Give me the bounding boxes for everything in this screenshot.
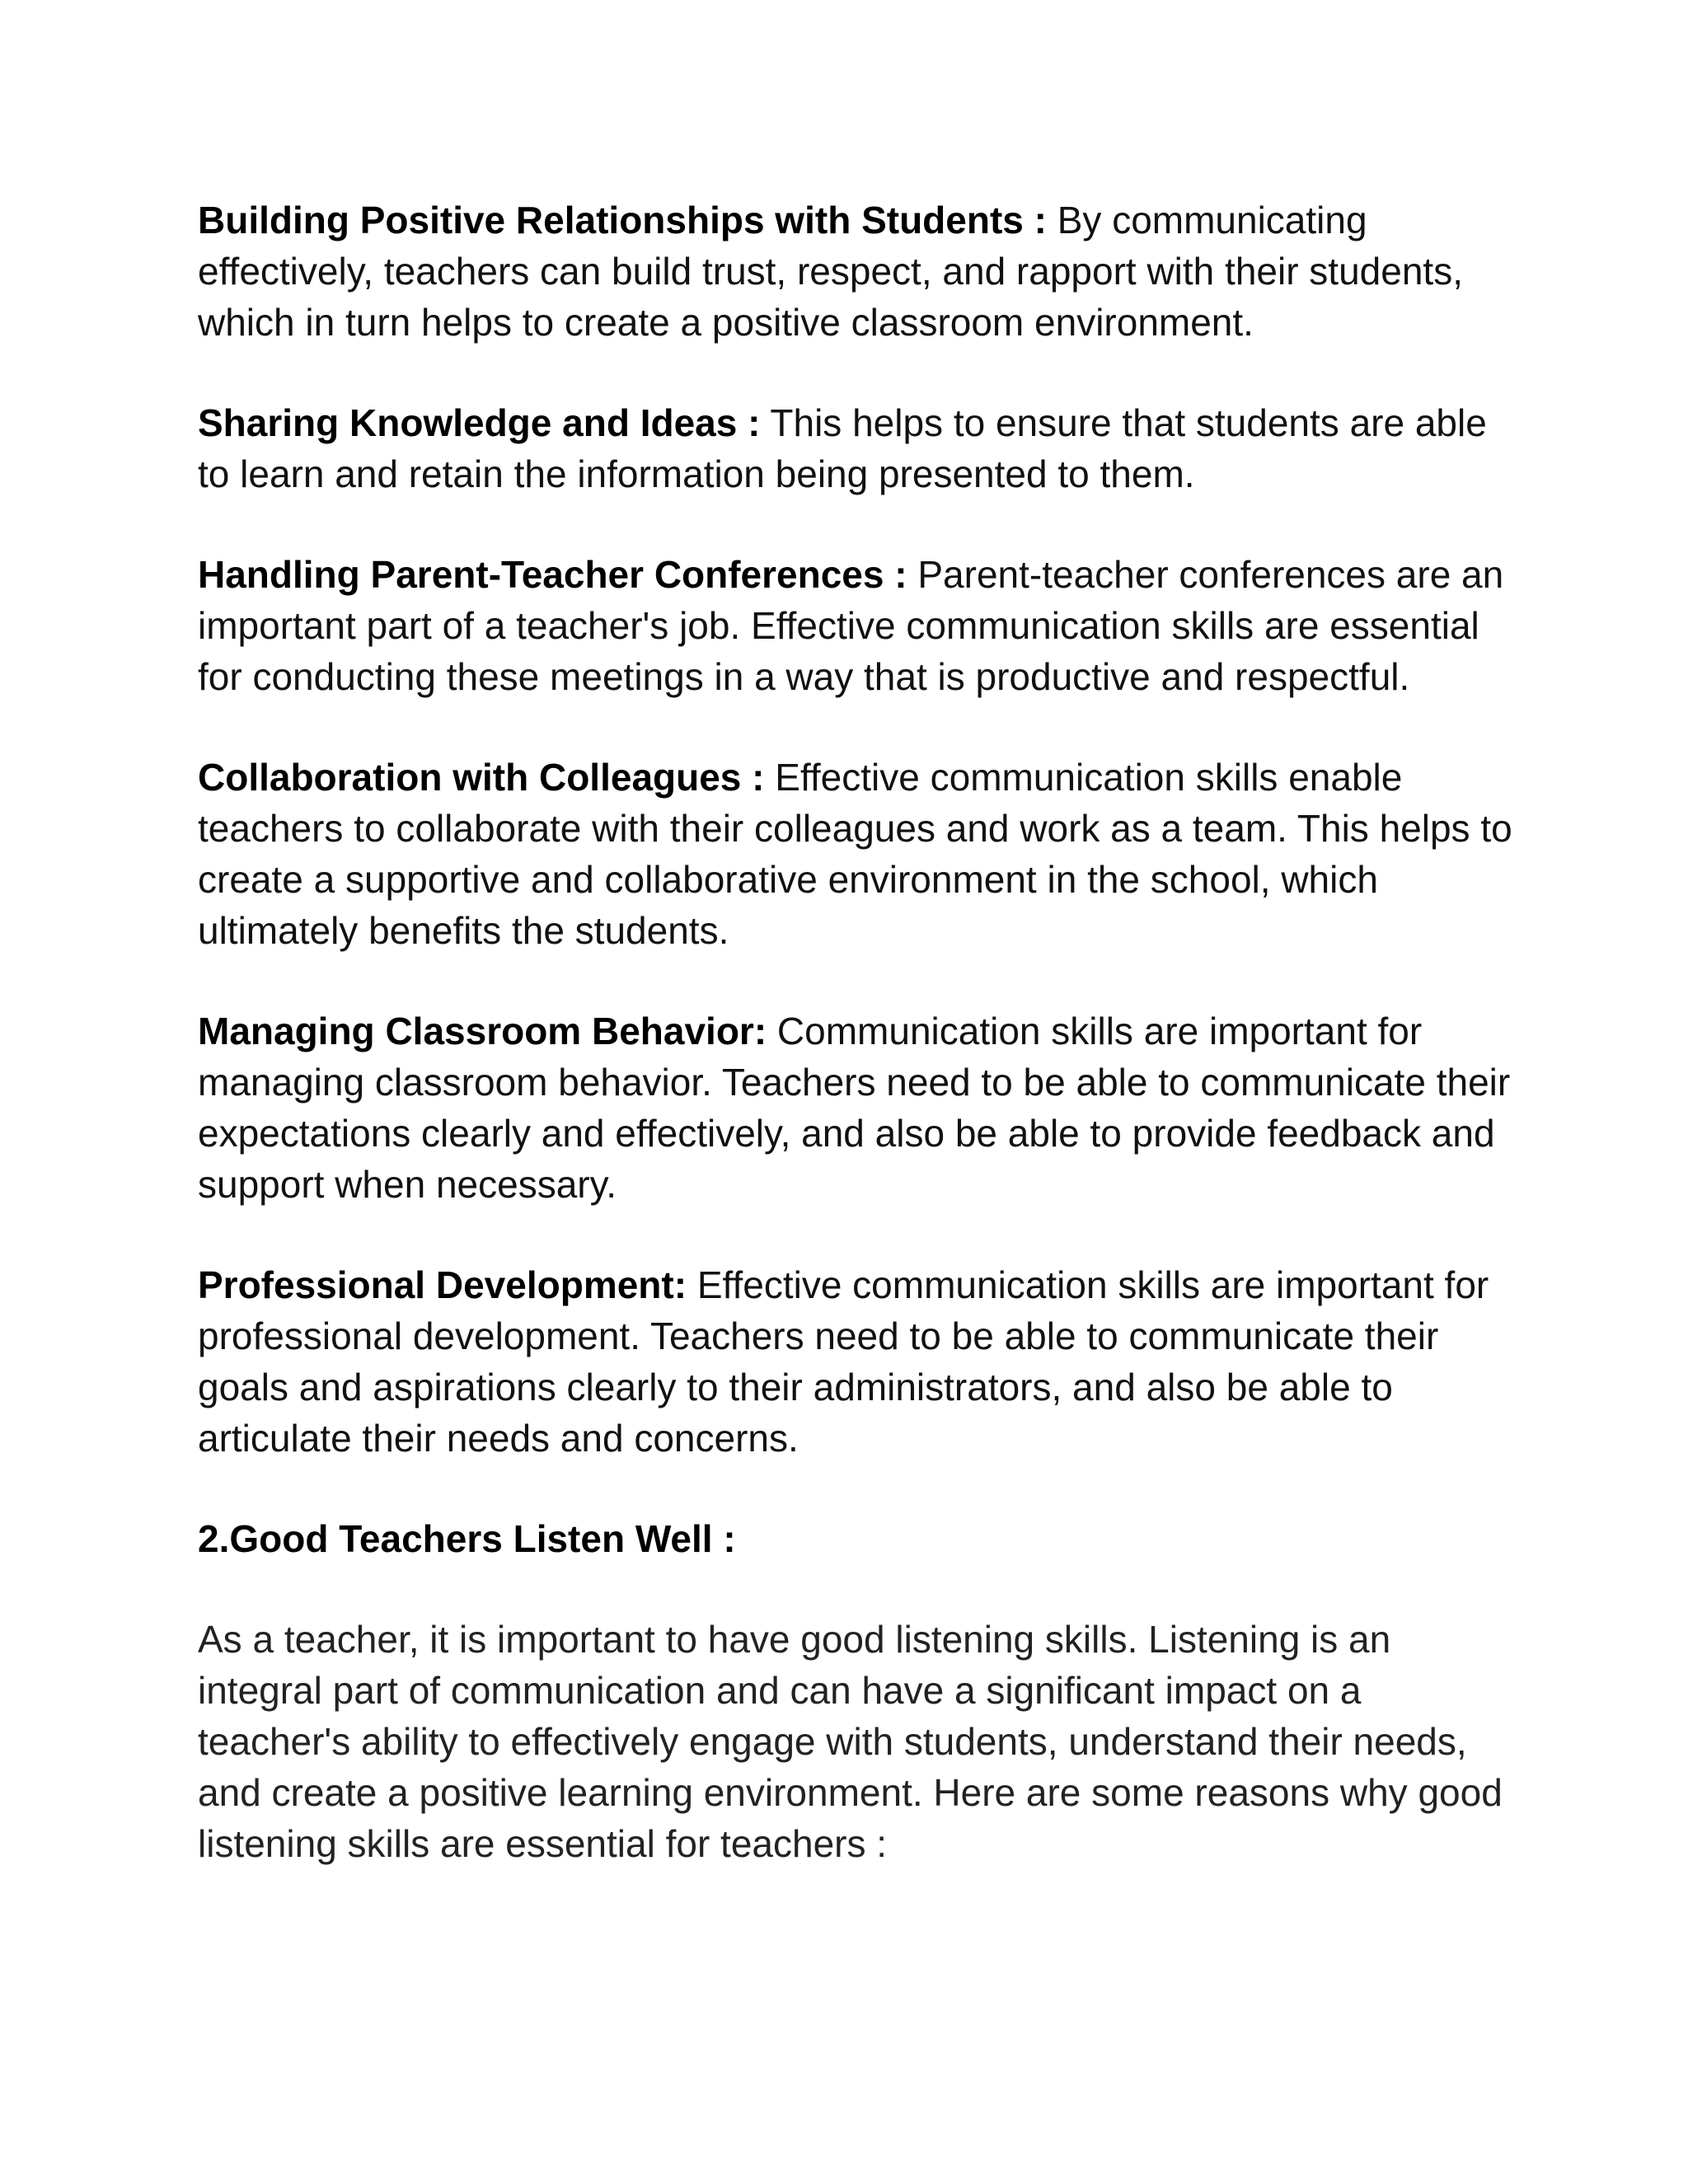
section-building-relationships [198, 194, 1517, 348]
section-sharing-knowledge [198, 397, 1517, 499]
section-text: This helps to ensure that students are able to learn and retain the information being presented to them. [198, 401, 1487, 495]
section-collaboration [198, 752, 1517, 956]
section-term: Building Positive Relationships with Students : [198, 199, 1047, 241]
section-term: Collaboration with Colleagues : [198, 756, 765, 799]
section-text: Effective communication skills enable teachers to collaborate with their colleagues and work as a team. This helps to create a supportive and collaborative environment in the school, which ultimately benefits the students. [198, 756, 1512, 952]
section-text: Effective communication skills are important for professional development. Teachers need to be able to communicate their goals and aspirations clearly to their administrators, and also be able to articulate their needs and concerns. [198, 1263, 1489, 1460]
document-page [198, 194, 1517, 1869]
section-parent-teacher-conferences [198, 549, 1517, 702]
section-term: Handling Parent-Teacher Conferences : [198, 553, 907, 596]
section-heading: 2.Good Teachers Listen Well : [198, 1517, 736, 1560]
section-professional-development [198, 1259, 1517, 1464]
section-term: Managing Classroom Behavior: [198, 1010, 767, 1052]
section-text: By communicating effectively, teachers can build trust, respect, and rapport with their students, which in turn helps to create a positive classroom environment. [198, 199, 1463, 344]
section-classroom-behavior [198, 1005, 1517, 1210]
section-text: Parent-teacher conferences are an important part of a teacher's job. Effective communication skills are essential for conducting these meetings in a way that is productive and respectful. [198, 553, 1504, 698]
section-term: Sharing Knowledge and Ideas : [198, 401, 761, 444]
section-text: Communication skills are important for managing classroom behavior. Teachers need to be able to communicate their expectations clearly and effectively, and also be able to provide feedback and support when necessary. [198, 1010, 1511, 1206]
intro-paragraph: As a teacher, it is important to have good listening skills. Listening is an integral part of communication and can have a significant impact on a teacher's ability to effectively engage with students, understand their needs, and create a positive learning environment. Here are some reasons why good listening skills are essential for teachers : [198, 1618, 1503, 1865]
section-term: Professional Development: [198, 1263, 687, 1306]
